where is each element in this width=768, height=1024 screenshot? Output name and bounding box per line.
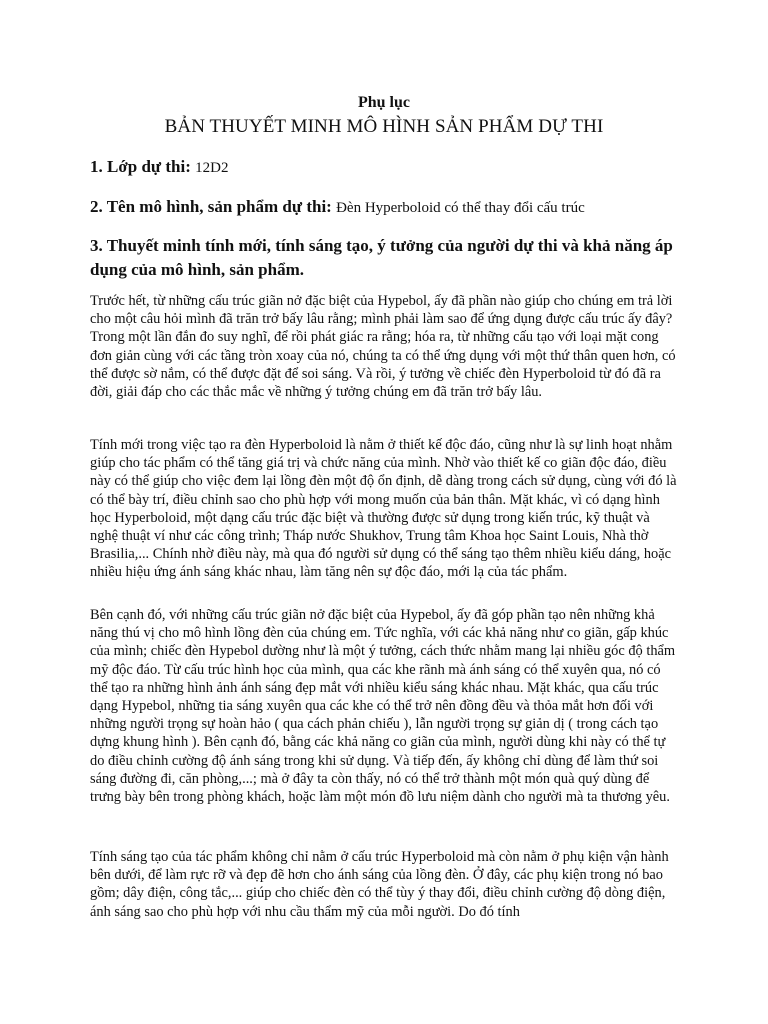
product-name-value: Đèn Hyperboloid có thể thay đổi cấu trúc — [336, 200, 585, 216]
section-heading-label: 3. Thuyết minh tính mới, tính sáng tạo, ý tưởng của người dự thi và khả năng áp dụng của mô hình, sản phẩm. — [90, 236, 673, 279]
section-class-heading — [90, 156, 690, 179]
section-heading-label: 2. Tên mô hình, sản phẩm dự thi: — [90, 197, 332, 216]
section-heading-label: 1. Lớp dự thi: — [90, 157, 191, 176]
class-value: 12D2 — [195, 160, 229, 176]
body-paragraph-2: Tính mới trong việc tạo ra đèn Hyperboloid là nằm ở thiết kế độc đáo, cũng như là sự linh hoạt nhằm giúp cho tác phẩm có thể tăng giá trị và chức năng của mình. Nhờ vào thiết kế co giãn độc đáo, điều này có thể giúp cho việc đem lại lồng đèn một độ ổn định, dễ dàng trong cách sử dụng, cùng với đó là có thể bày trí, điều chỉnh sao cho phù hợp với mong muốn của bản thân. Mặt khác, vì có dạng hình học Hyperboloid, một dạng cấu trúc đặc biệt và thường được sử dụng trong kiến trúc, kỹ thuật và nghệ thuật ví như các công trình; Tháp nước Shukhov, Trung tâm Khoa học Saint Louis, Nhà thờ Brasilia,... Chính nhờ điều này, mà qua đó người sử dụng có thể sáng tạo thêm nhiều kiểu dáng, hoặc nhiều hiệu ứng ánh sáng khác nhau, làm tăng nên sự độc đáo, mới lạ của tác phẩm. — [90, 437, 677, 581]
body-paragraph-3: Bên cạnh đó, với những cấu trúc giãn nở đặc biệt của Hypebol, ấy đã góp phần tạo nên những khả năng thú vị cho mô hình lồng đèn của chúng em. Tức nghĩa, với các khả năng như co giãn, gấp khúc của mình; chiếc đèn Hypebol dường như là một ý tưởng, cách thức nhằm mang lại nhiều góc độ thẩm mỹ độc đáo. Từ cấu trúc hình học của mình, qua các khe rãnh mà ánh sáng có thể xuyên qua, nó có thể tạo ra những hình ảnh ánh sáng đẹp mắt với nhiều kiểu sáng khác nhau. Mặt khác, qua cấu trúc dạng Hypebol, những tia sáng xuyên qua các khe có thể trở nên đồng đều và thỏa mắt hơn đối với những người trọng sự hoàn hảo ( qua cách phản chiếu ), lẫn người trọng sự giản dị ( trong cách tạo dựng khung hình ). Bên cạnh đó, bằng các khả năng co giãn của mình, người dùng khi này có thể tự do điều chỉnh cường độ ánh sáng trong khi sử dụng. Và tiếp đến, ấy không chỉ dùng để làm thứ soi sáng đường đi, căn phòng,...; mà ở đây ta còn thấy, nó có thể trở thành một món quà quý dùng để trưng bày bên trong phòng khách, hoặc làm một món đồ lưu niệm dành cho người mà ta thương yêu. — [90, 607, 676, 806]
body-paragraph-1: Trước hết, từ những cấu trúc giãn nở đặc biệt của Hypebol, ấy đã phần nào giúp cho chúng em trả lời cho một câu hỏi mình đã trăn trở bấy lâu rằng; mình phải làm sao để ứng dụng được cấu trúc ấy đây? Trong một lần đắn đo suy nghĩ, để rồi phát giác ra rằng; hóa ra, từ những cấu tạo với loại mặt cong đơn giản cùng với các tầng tròn xoay của nó, chúng ta có thể ứng dụng với một thứ thân quen hơn, có thể được sờ nắm, có thể được đặt để soi sáng. Và rồi, ý tưởng về chiếc đèn Hyperboloid từ đó đã ra đời, giải đáp cho các thắc mắc về những ý tưởng chúng em đã trăn trở bấy lâu. — [90, 293, 676, 401]
document-title: BẢN THUYẾT MINH MÔ HÌNH SẢN PHẨM DỰ THI — [164, 116, 604, 137]
body-paragraph-4: Tính sáng tạo của tác phẩm không chỉ nằm ở cấu trúc Hyperboloid mà còn nằm ở phụ kiện vận hành bên dưới, để làm rực rỡ và đẹp đẽ hơn cho ánh sáng của lồng đèn. Ở đây, các phụ kiện trong nó bao gồm; dây điện, công tắc,... giúp cho chiếc đèn có thể tùy ý thay đổi, điều chỉnh cường độ dòng điện, ánh sáng sao cho phù hợp với nhu cầu thẩm mỹ của mỗi người. Do đó tính — [90, 849, 669, 920]
section-product-name-heading — [90, 196, 690, 219]
title-block — [0, 93, 768, 139]
section-description-heading — [90, 234, 690, 282]
appendix-label: Phụ lục — [357, 94, 410, 111]
